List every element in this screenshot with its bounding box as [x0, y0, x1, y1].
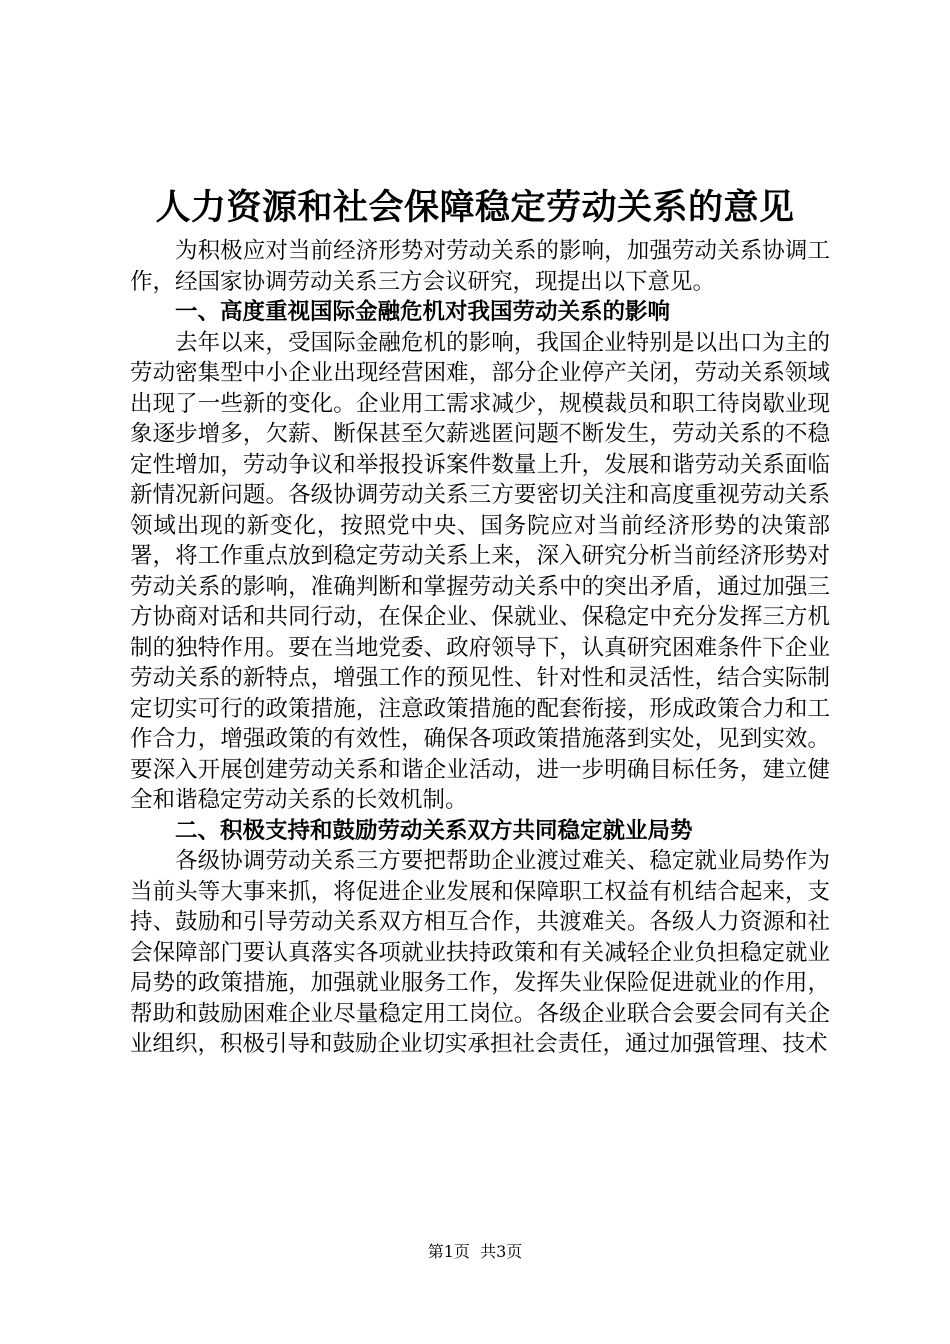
document-body	[130, 236, 830, 1060]
section-body-2: 各级协调劳动关系三方要把帮助企业渡过难关、稳定就业局势作为当前头等大事来抓，将促进企业发展和保障职工权益有机结合起来，支持、鼓励和引导劳动关系双方相互合作，共渡难关。各级人力资源和社会保障部门要认真落实各项就业扶持政策和有关减轻企业负担稳定就业局势的政策措施，加强就业服务工作，发挥失业保险促进就业的作用，帮助和鼓励困难企业尽量稳定用工岗位。各级企业联合会要会同有关企业组织，积极引导和鼓励企业切实承担社会责任，通过加强管理、技术	[130, 848, 830, 1057]
document-title: 人力资源和社会保障稳定劳动关系的意见	[155, 187, 795, 228]
section-body-1: 去年以来，受国际金融危机的影响，我国企业特别是以出口为主的劳动密集型中小企业出现经营困难，部分企业停产关闭，劳动关系领域出现了一些新的变化。企业用工需求减少，规模裁员和职工待岗歇业现象逐步增多，欠薪、断保甚至欠薪逃匿问题不断发生，劳动关系的不稳定性增加，劳动争议和举报投诉案件数量上升，发展和谐劳动关系面临新情况新问题。各级协调劳动关系三方要密切关注和高度重视劳动关系领域出现的新变化，按照党中央、国务院应对当前经济形势的决策部署，将工作重点放到稳定劳动关系上来，深入研究分析当前经济形势对劳动关系的影响，准确判断和掌握劳动关系中的突出矛盾，通过加强三方协商对话和共同行动，在保企业、保就业、保稳定中充分发挥三方机制的独特作用。要在当地党委、政府领导下，认真研究困难条件下企业劳动关系的新特点，增强工作的预见性、针对性和灵活性，结合实际制定切实可行的政策措施，注意政策措施的配套衔接，形成政策合力和工作合力，增强政策的有效性，确保各项政策措施落到实处，见到实效。要深入开展创建劳动关系和谐企业活动，进一步明确目标任务，建立健全和谐稳定劳动关系的长效机制。	[130, 329, 830, 813]
page-number-footer: 第1页 共3页	[427, 1242, 523, 1261]
section-heading-1: 一、高度重视国际金融危机对我国劳动关系的影响	[175, 299, 671, 325]
intro-paragraph: 为积极应对当前经济形势对劳动关系的影响，加强劳动关系协调工作，经国家协调劳动关系三方会议研究，现提出以下意见。	[130, 238, 830, 295]
section-heading-2: 二、积极支持和鼓励劳动关系双方共同稳定就业局势	[175, 817, 693, 844]
